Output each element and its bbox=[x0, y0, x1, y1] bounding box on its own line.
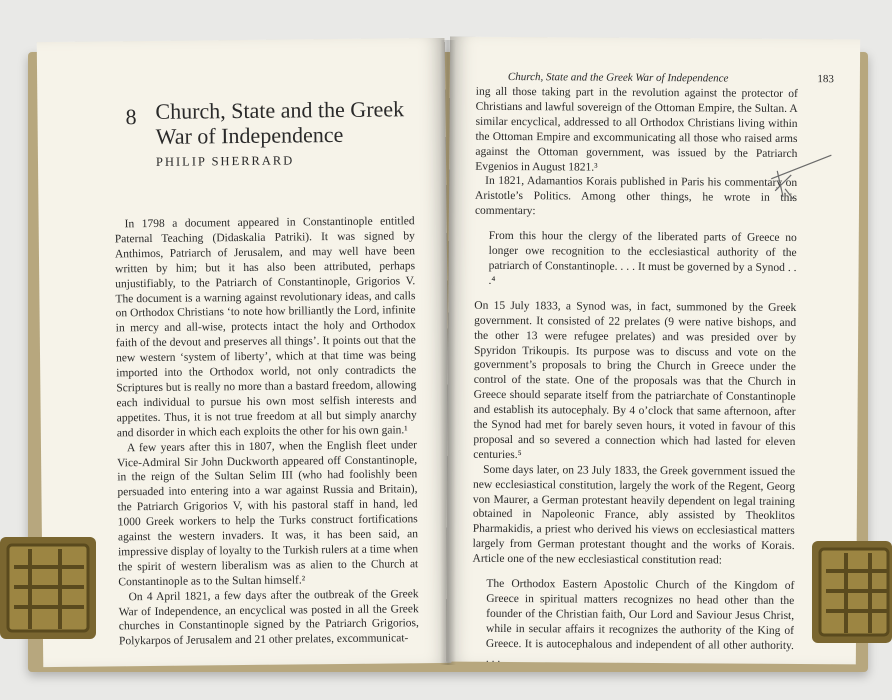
book-gutter bbox=[440, 40, 456, 665]
right-body-text bbox=[472, 85, 798, 665]
paragraph: ing all those taking part in the revolution against the protector of Christians and lawful sovereign of the Ottoman Empire, the Sultan. A similar encyclical, addressed to all Orthodox Christians living within the Ottoman Empire and excommunicating all those who raised arms against the Ottoman government, was issued by the Patriarch Evgenios in August 1821.³ bbox=[475, 85, 798, 174]
block-quote: The Orthodox Eastern Apostolic Church of the Kingdom of Greece in spiritual matters recognizes no head other than the founder of the Christian faith, Our Lord and Saviour Jesus Christ, while in secular affairs it recognizes the authority of the King of Greece. It is autocephalous and independent of all other authority. . . . bbox=[485, 577, 795, 665]
brass-bookstand-right bbox=[812, 541, 892, 646]
author-name: PHILIP SHERRARD bbox=[155, 153, 295, 169]
paragraph: In 1798 a document appeared in Constantinople entitled Paternal Teaching (Didaskalia Patriki). It was signed by Anthimos, Patriarch of Jerusalem, and may well have been written by him; but it has also been attributed, perhaps unjustifiably, to the Patriarch of Constantinople, Grigorios V. The document is a warning against revolutionary ideas, and calls on Orthodox Christians ‘to note how brilliantly the Lord, infinite in mercy and all-wise, protects intact the holy and Orthodox faith of the devout and preserves all things’. It points out that the new western ‘system of liberty’, which at that time was being imported into the Orthodox world, not only contradicts the Scriptures but is really no more than a bastard freedom, allowing each individual to pursue his own most selfish interests and appetites. Thus, it is not true freedom at all but simply anarchy and disorder in which each exploits the other for his own gain.¹ bbox=[114, 215, 417, 440]
paragraph: In 1821, Adamantios Korais published in Paris his commentary on Aristotle’s Politics. Among other things, he wrote in this commentary: bbox=[474, 175, 798, 218]
left-body-text bbox=[115, 214, 420, 649]
page-number: 183 bbox=[817, 73, 834, 86]
paragraph: On 15 July 1833, a Synod was, in fact, summoned by the Greek government. It consisted of 22 prelates (9 were native bishops, and the other 13 were refugee prelates) and was presided over by Spyridon Trikoupis. Its purpose was to discuss and vote on the government’s proposals to bring the Church in Greece under the control of the state. One of the proposals was that the Church in Greece should separate itself from the patriarchate of Constantinople and establish its autocephaly. By 4 o’clock that same afternoon, after the Synod had met for barely seven hours, it voted in favour of this proposal and so severed a connection which had lasted for eleven centuries.⁵ bbox=[473, 299, 797, 461]
running-header: Church, State and the Greek War of Independence bbox=[507, 70, 729, 85]
paragraph: On 4 April 1821, a few days after the outbreak of the Greek War of Independence, an encyclical was posted in all the Greek churches in Constantinople signed by the Patriarch Grigorios, Polykarpos of Jerusalem and 21 other prelates, excommunicat- bbox=[118, 587, 419, 648]
chapter-title: Church, State and the Greek War of Independence bbox=[155, 96, 405, 149]
right-page bbox=[446, 37, 860, 665]
brass-bookstand-left bbox=[0, 537, 100, 642]
block-quote: From this hour the clergy of the liberated parts of Greece no longer owe recognition to the ecclesiastical authority of the patriarch of Constantinople. . . . It must be governed by a Synod . . .⁴ bbox=[488, 230, 797, 287]
chapter-number: 8 bbox=[125, 104, 137, 130]
paragraph: Some days later, on 23 July 1833, the Greek government issued the new ecclesiastical constitution, largely the work of the Regent, Georg von Maurer, a German protestant heavily dependent on legal training obtained in Napoleonic France, ably assisted by Theoklitos Pharmakidis, a priest who derived his views on ecclesiastical matters largely from German protestant thought and the works of Korais. Article one of the new ecclesiastical constitution read: bbox=[472, 463, 796, 567]
paragraph: A few years after this in 1807, when the English fleet under Vice-Admiral Sir John Duckworth appeared off Constantinople, in the reign of the Sultan Selim III (who had foolishly been persuaded into entering into a war against Russia and Britain), the Patriarch Grigorios V, with his pastoral staff in hand, led 1000 Greek workers to help the Turks construct fortifications against the western invaders. It was, it has been said, an impressive display of loyalty to the Turkish rulers at a time when the spirit of western liberalism was as alien to the Church at Constantinople as to the Sultan himself.² bbox=[117, 438, 419, 589]
pencil-mark-icon bbox=[767, 149, 837, 209]
